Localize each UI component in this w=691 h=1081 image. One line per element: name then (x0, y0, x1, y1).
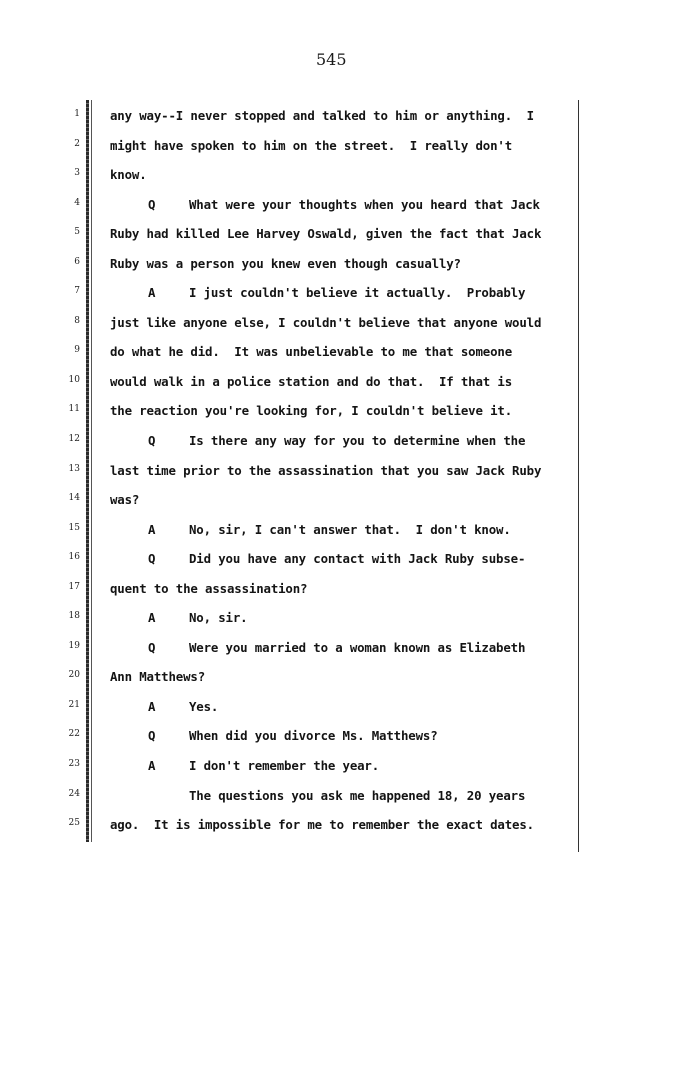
line-number: 18 (68, 611, 80, 622)
line-number: 12 (68, 434, 80, 445)
transcript-line (110, 639, 578, 669)
line-number: 9 (74, 345, 80, 356)
transcript-line (110, 137, 578, 167)
transcript-line (110, 107, 578, 137)
transcript-line-text: What were your thoughts when you heard that Jack (189, 196, 540, 212)
transcript-line (110, 521, 578, 551)
transcript-line (110, 196, 578, 226)
answer-marker: A (148, 698, 156, 714)
transcript-line (110, 432, 578, 462)
line-number: 14 (68, 493, 80, 504)
question-marker: Q (148, 196, 156, 212)
transcript-line (110, 225, 578, 255)
transcript-line-text: Ann Matthews? (110, 669, 206, 685)
transcript-line (110, 816, 578, 846)
line-number: 10 (68, 374, 80, 385)
line-number: 23 (68, 759, 80, 770)
transcript-line-text: Is there any way for you to determine when the (189, 433, 526, 449)
transcript-line-text: The questions you ask me happened 18, 20 years (189, 787, 526, 803)
transcript-line-text: any way--I never stopped and talked to him or anything. I (110, 108, 534, 123)
transcript-line-text: would walk in a police station and do that. If that is (110, 373, 513, 389)
line-number: 13 (68, 463, 80, 474)
answer-marker: A (148, 610, 156, 626)
transcript-line-text: ago. It is impossible for me to remember the exact dates. (110, 817, 534, 833)
transcript-line (110, 314, 578, 344)
transcript-line-text: do what he did. It was unbelievable to me that someone (110, 344, 513, 360)
transcript-line (110, 491, 578, 521)
transcript-line-text: Did you have any contact with Jack Ruby subse- (189, 551, 526, 567)
line-number: 19 (68, 640, 80, 651)
transcript-line (110, 757, 578, 787)
line-number: 22 (68, 729, 80, 740)
line-number-column (60, 108, 84, 847)
line-number: 2 (74, 138, 80, 149)
transcript-line (110, 255, 578, 285)
transcript-line (110, 787, 578, 817)
question-marker: Q (148, 433, 156, 449)
transcript-line-text: No, sir. (189, 610, 248, 626)
transcript-line-text: know. (110, 167, 147, 183)
transcript-line (110, 727, 578, 757)
line-number: 11 (68, 404, 80, 415)
answer-marker: A (148, 521, 156, 537)
transcript-line (110, 550, 578, 580)
line-number: 24 (68, 788, 80, 799)
transcript-line-text: just like anyone else, I couldn't believe that anyone would (110, 314, 542, 330)
transcript-line (110, 373, 578, 403)
answer-marker: A (148, 285, 156, 301)
line-number: 16 (68, 552, 80, 563)
transcript-line (110, 166, 578, 196)
transcript-line (110, 284, 578, 314)
transcript-line-text: Yes. (189, 698, 219, 714)
line-number: 1 (74, 109, 80, 119)
transcript-line (110, 609, 578, 639)
transcript-line-text: the reaction you're looking for, I couldn't believe it. (110, 403, 513, 419)
transcript-line (110, 343, 578, 373)
question-marker: Q (148, 728, 156, 744)
question-marker: Q (148, 551, 156, 567)
answer-marker: A (148, 758, 156, 774)
transcript-line-text: was? (110, 492, 140, 508)
transcript-body (110, 107, 578, 846)
line-number: 20 (68, 670, 80, 681)
line-number: 17 (68, 581, 80, 592)
right-margin-rule (578, 100, 579, 852)
question-marker: Q (148, 639, 156, 655)
line-number: 15 (68, 522, 80, 533)
transcript-line (110, 668, 578, 698)
transcript-line-text: Were you married to a woman known as Elizabeth (189, 639, 526, 655)
line-number: 6 (74, 256, 80, 267)
line-number: 21 (68, 699, 80, 710)
transcript-line-text: Ruby had killed Lee Harvey Oswald, given the fact that Jack (110, 226, 542, 242)
transcript-line-text: might have spoken to him on the street. I really don't (110, 137, 513, 153)
transcript-line-text: last time prior to the assassination that you saw Jack Ruby (110, 462, 542, 478)
left-margin-rule (86, 100, 89, 842)
line-number: 4 (74, 197, 80, 208)
left-margin-rule-thin (91, 100, 92, 842)
transcript-line (110, 698, 578, 728)
transcript-line (110, 462, 578, 492)
line-number: 3 (74, 168, 80, 179)
transcript-line-text: I just couldn't believe it actually. Probably (189, 285, 526, 301)
transcript-line (110, 580, 578, 610)
transcript-line-text: quent to the assassination? (110, 580, 308, 596)
line-number: 8 (74, 315, 80, 326)
line-number: 5 (74, 227, 80, 238)
transcript-line-text: Ruby was a person you knew even though casually? (110, 255, 461, 271)
transcript-line-text: No, sir, I can't answer that. I don't know. (189, 521, 511, 537)
transcript-line-text: I don't remember the year. (189, 758, 380, 774)
page-number: 545 (316, 50, 347, 69)
line-number: 25 (68, 818, 80, 829)
transcript-line-text: When did you divorce Ms. Matthews? (189, 728, 438, 744)
line-number: 7 (74, 286, 80, 297)
transcript-line (110, 402, 578, 432)
